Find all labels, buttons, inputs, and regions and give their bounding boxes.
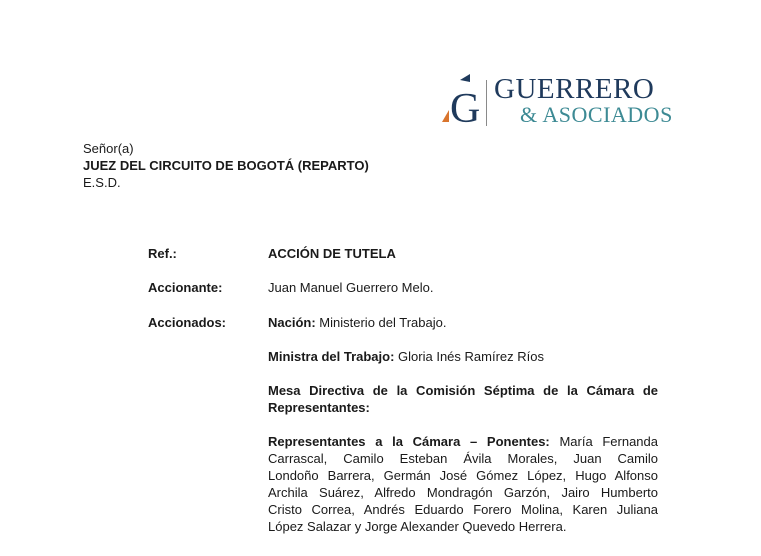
representantes-text: María Fernanda [559, 434, 658, 449]
nacion-entry [268, 314, 658, 331]
mesa-directiva-line: Mesa Directiva de la Comisión Séptima de la Cámara de [268, 383, 658, 398]
representantes-entry [268, 433, 658, 535]
representantes-line: Cristo Correa, Andrés Eduardo Forero Molina, Karen Juliana [268, 502, 658, 517]
logo-divider [486, 80, 487, 126]
representantes-line [268, 433, 658, 450]
representantes-line: Londoño Barrera, Germán José Gómez López, Hugo Alfonso [268, 468, 658, 483]
logo-firm-name: GUERRERO [494, 73, 655, 105]
svg-text:G: G [450, 86, 481, 128]
court-name: JUEZ DEL CIRCUITO DE BOGOTÁ (REPARTO) [83, 158, 369, 173]
representantes-line: López Salazar y Jorge Alexander Quevedo Herrera. [268, 519, 567, 534]
ministra-value: Gloria Inés Ramírez Ríos [398, 349, 544, 364]
representantes-line: Carrascal, Camilo Esteban Ávila Morales, Juan Camilo [268, 451, 658, 466]
salutation: Señor(a) [83, 141, 134, 156]
representantes-label: Representantes a la Cámara – Ponentes: [268, 434, 550, 449]
esd-line: E.S.D. [83, 175, 121, 190]
ministra-label: Ministra del Trabajo: [268, 349, 395, 364]
mesa-directiva-line: Representantes: [268, 400, 370, 415]
nacion-value: Ministerio del Trabajo. [319, 315, 447, 330]
addressee-block [83, 140, 369, 191]
logo-firm-subname: & ASOCIADOS [520, 102, 673, 127]
ref-label: Ref.: [148, 246, 177, 261]
ref-value: ACCIÓN DE TUTELA [268, 246, 396, 261]
accionante-value: Juan Manuel Guerrero Melo. [268, 280, 434, 295]
mesa-directiva-entry [268, 382, 658, 416]
logo-g-mark-icon [440, 70, 488, 128]
nacion-label: Nación: [268, 315, 316, 330]
accionante-label: Accionante: [148, 280, 223, 295]
ministra-entry [268, 348, 658, 365]
firm-logo [440, 70, 690, 130]
accionados-label: Accionados: [148, 315, 227, 330]
representantes-line: Archila Suárez, Alfredo Mondragón Garzón, Jairo Humberto [268, 485, 658, 500]
